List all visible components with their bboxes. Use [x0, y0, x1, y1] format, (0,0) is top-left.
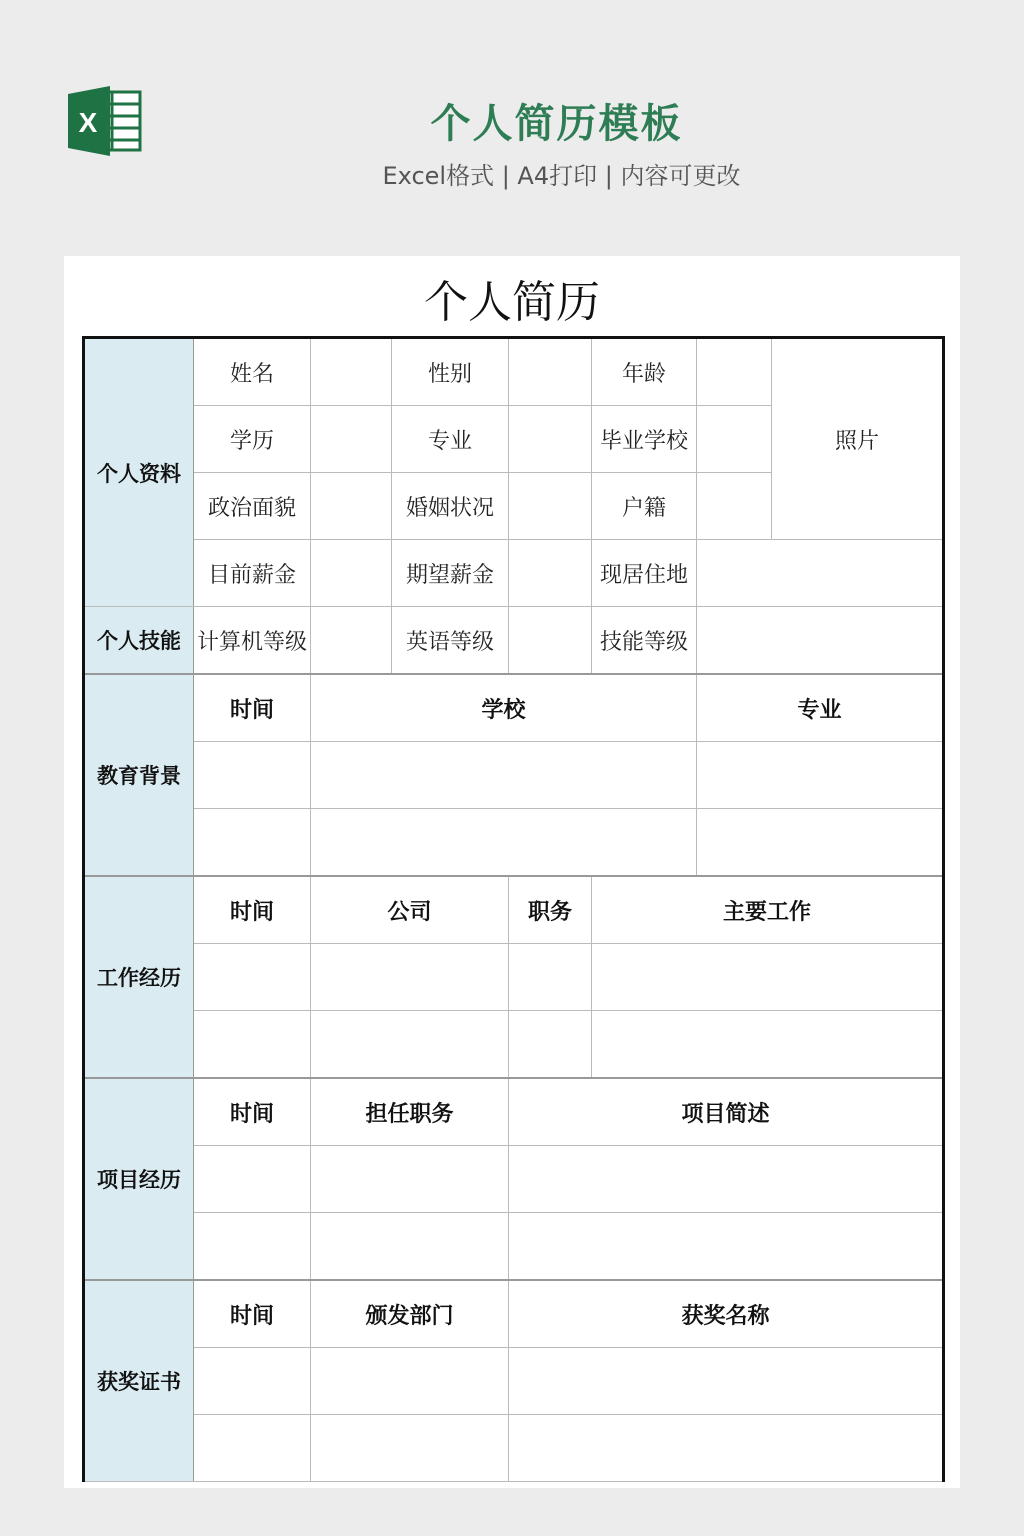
value-political[interactable] [311, 473, 392, 540]
svg-text:X: X [78, 107, 98, 138]
project-cell[interactable] [194, 1146, 311, 1213]
label-name: 姓名 [194, 338, 311, 406]
awards-cell[interactable] [311, 1348, 509, 1415]
work-header-company: 公司 [311, 876, 509, 944]
project-cell[interactable] [194, 1213, 311, 1281]
label-skill: 技能等级 [592, 607, 697, 675]
page-subtitle: Excel格式 | A4打印 | 内容可更改 [382, 162, 741, 190]
value-hukou[interactable] [697, 473, 772, 540]
resume-sheet [64, 256, 960, 1488]
value-english[interactable] [509, 607, 592, 675]
label-marital: 婚姻状况 [392, 473, 509, 540]
section-project: 项目经历 [84, 1078, 194, 1280]
work-header-time: 时间 [194, 876, 311, 944]
work-cell[interactable] [592, 1011, 944, 1079]
section-skills: 个人技能 [84, 607, 194, 675]
label-residence: 现居住地 [592, 540, 697, 607]
value-marital[interactable] [509, 473, 592, 540]
value-name[interactable] [311, 338, 392, 406]
project-cell[interactable] [509, 1146, 944, 1213]
work-cell[interactable] [311, 1011, 509, 1079]
work-header-main-work: 主要工作 [592, 876, 944, 944]
value-computer[interactable] [311, 607, 392, 675]
edu-cell[interactable] [311, 809, 697, 877]
project-header-role: 担任职务 [311, 1078, 509, 1146]
label-political: 政治面貌 [194, 473, 311, 540]
work-cell[interactable] [311, 944, 509, 1011]
label-gender: 性别 [392, 338, 509, 406]
value-current-salary[interactable] [311, 540, 392, 607]
work-cell[interactable] [509, 944, 592, 1011]
awards-cell[interactable] [509, 1415, 944, 1482]
awards-cell[interactable] [194, 1348, 311, 1415]
label-school: 毕业学校 [592, 406, 697, 473]
awards-header-issuer: 颁发部门 [311, 1280, 509, 1348]
edu-cell[interactable] [311, 742, 697, 809]
label-current-salary: 目前薪金 [194, 540, 311, 607]
section-work: 工作经历 [84, 876, 194, 1078]
label-age: 年龄 [592, 338, 697, 406]
edu-cell[interactable] [697, 742, 944, 809]
edu-header-school: 学校 [311, 674, 697, 742]
edu-cell[interactable] [697, 809, 944, 877]
project-cell[interactable] [509, 1213, 944, 1281]
value-residence[interactable] [697, 540, 944, 607]
section-education: 教育背景 [84, 674, 194, 876]
edu-cell[interactable] [194, 742, 311, 809]
label-education: 学历 [194, 406, 311, 473]
header [0, 0, 1024, 240]
project-header-desc: 项目简述 [509, 1078, 944, 1146]
value-school[interactable] [697, 406, 772, 473]
project-cell[interactable] [311, 1213, 509, 1281]
label-hukou: 户籍 [592, 473, 697, 540]
page-title: 个人简历模板 [430, 101, 683, 147]
label-major: 专业 [392, 406, 509, 473]
value-skill[interactable] [697, 607, 944, 675]
value-expected-salary[interactable] [509, 540, 592, 607]
work-cell[interactable] [194, 944, 311, 1011]
edu-header-time: 时间 [194, 674, 311, 742]
value-gender[interactable] [509, 338, 592, 406]
awards-cell[interactable] [311, 1415, 509, 1482]
resume-table [82, 336, 945, 1482]
value-education[interactable] [311, 406, 392, 473]
awards-cell[interactable] [194, 1415, 311, 1482]
label-english: 英语等级 [392, 607, 509, 675]
awards-header-name: 获奖名称 [509, 1280, 944, 1348]
work-cell[interactable] [509, 1011, 592, 1079]
work-cell[interactable] [592, 944, 944, 1011]
work-cell[interactable] [194, 1011, 311, 1079]
project-cell[interactable] [311, 1146, 509, 1213]
value-major[interactable] [509, 406, 592, 473]
awards-header-time: 时间 [194, 1280, 311, 1348]
section-personal: 个人资料 [84, 338, 194, 607]
edu-cell[interactable] [194, 809, 311, 877]
section-awards: 获奖证书 [84, 1280, 194, 1482]
value-age[interactable] [697, 338, 772, 406]
edu-header-major: 专业 [697, 674, 944, 742]
label-computer: 计算机等级 [194, 607, 311, 675]
awards-cell[interactable] [509, 1348, 944, 1415]
resume-title: 个人简历 [424, 277, 600, 328]
photo-cell[interactable]: 照片 [772, 338, 944, 540]
label-expected-salary: 期望薪金 [392, 540, 509, 607]
project-header-time: 时间 [194, 1078, 311, 1146]
work-header-position: 职务 [509, 876, 592, 944]
